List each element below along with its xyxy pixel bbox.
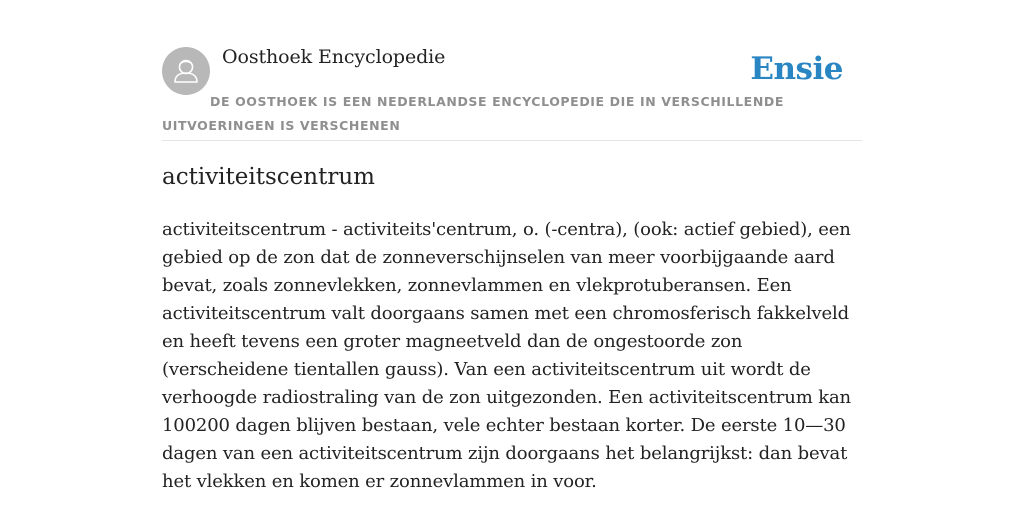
site-tagline: DE OOSTHOEK IS EEN NEDERLANDSE ENCYCLOPEDIE DIE IN VERSCHILLENDE UITVOERINGEN IS VERSCHENEN	[162, 94, 784, 133]
article-body: activiteitscentrum - activiteits'centrum, o. (-centra), (ook: actief gebied), een gebied op de zon dat de zonneverschijnselen van meer voorbijgaande aard bevat, zoals zonnevlekken, zonnevlammen en vlekprotuberansen. Een activiteitscentrum valt doorgaans samen met een chromosferisch fakkelveld en heeft tevens een groter magneetveld dan de ongestoorde zon (verscheidene tientallen gauss). Van een activiteitscentrum uit wordt de verhoogde radiostraling van de zon uitgezonden. Een activiteitscentrum kan 100200 dagen blijven bestaan, vele echter bestaan korter. De eerste 10—30 dagen van een activiteitscentrum zijn doorgaans het belangrijkst: dan bevat het vlekken en komen er zonnevlammen in voor.	[162, 219, 851, 492]
avatar[interactable]	[162, 47, 210, 95]
page	[162, 0, 862, 492]
brand-logo[interactable]: Ensie	[750, 51, 843, 87]
user-icon	[162, 47, 210, 95]
site-name[interactable]: Oosthoek Encyclopedie	[222, 46, 446, 68]
article-title: activiteitscentrum	[162, 164, 375, 190]
header	[162, 0, 862, 141]
